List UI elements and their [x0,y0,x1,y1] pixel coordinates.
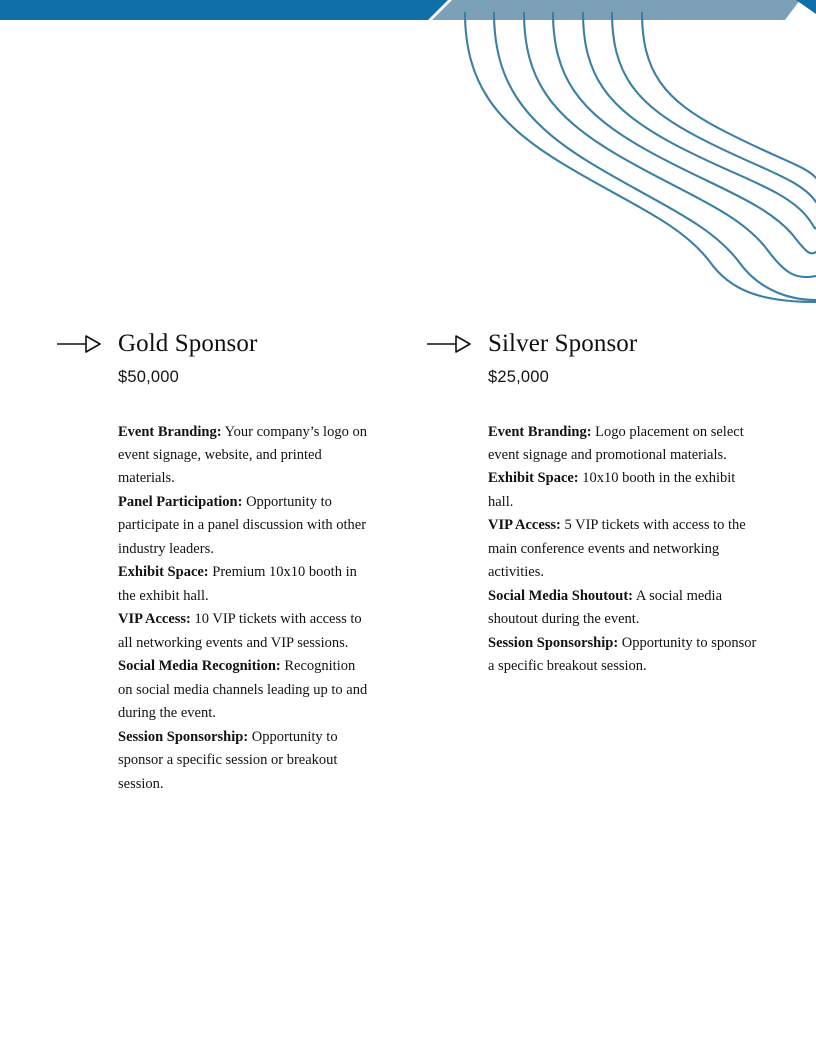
tier-card-silver [420,330,816,679]
benefit-text: Opportunity to participate in a panel discussion with other industry leaders. [118,493,367,557]
arrow-right-icon [426,333,472,355]
wave-line-3 [524,12,816,277]
benefit-text: Recognition on social media channels leading up to and during the event. [118,658,368,722]
arrow-right-icon [56,333,102,355]
benefit-item [118,608,370,655]
benefit-label: Event Branding: [118,423,222,440]
benefit-text: Logo placement on select event signage and promotional materials. [488,423,744,463]
tier-card-gold [0,330,420,796]
benefit-text: Opportunity to sponsor a specific breakout session. [488,634,757,675]
wave-line-2 [494,12,816,300]
benefit-label: VIP Access: [118,611,191,628]
benefit-item [488,514,764,584]
tier-price-gold: $50,000 [118,367,180,386]
wave-lines-graphic [440,12,816,312]
benefit-label: Session Sponsorship: [118,728,249,745]
tier-title-gold: Gold Sponsor [118,330,258,357]
tier-heading-gold [56,330,420,358]
benefit-item [118,726,370,796]
benefit-item [118,421,370,491]
slate-parallelogram [432,0,800,20]
benefit-label: Social Media Shoutout: [488,587,634,604]
benefit-item [488,632,764,679]
wave-line-7 [642,12,816,178]
wave-line-1 [465,12,816,302]
tier-title-silver: Silver Sponsor [488,330,638,357]
benefit-list-silver [488,421,764,679]
benefit-item [118,655,370,725]
benefit-item [488,421,764,468]
dark-blue-bar [0,0,448,20]
wave-line-6 [612,12,816,202]
benefit-item [118,491,370,561]
wave-line-4 [553,12,816,253]
benefit-label: Event Branding: [488,423,592,440]
tier-price-silver: $25,000 [488,367,550,386]
benefit-text: Opportunity to sponsor a specific session or breakout session. [118,728,338,792]
benefit-text: A social media shoutout during the event. [488,587,723,628]
benefit-label: Panel Participation: [118,493,243,510]
benefit-text: Premium 10x10 booth in the exhibit hall. [118,564,357,604]
benefit-label: VIP Access: [488,517,561,534]
benefit-text: 10x10 booth in the exhibit hall. [488,470,736,510]
benefit-label: Social Media Recognition: [118,658,281,675]
benefit-list-gold [118,421,370,797]
benefit-text: Your company’s logo on event signage, website, and printed materials. [118,423,367,487]
page-header-band [0,0,816,20]
dark-blue-corner-triangle [796,0,816,14]
benefit-item [488,467,764,514]
tier-heading-silver [426,330,816,358]
wave-line-5 [583,12,816,229]
benefit-text: 10 VIP tickets with access to all networking events and VIP sessions. [118,611,362,651]
benefit-label: Session Sponsorship: [488,634,619,651]
benefit-label: Exhibit Space: [118,564,209,581]
benefit-text: 5 VIP tickets with access to the main conference events and networking activities. [488,517,746,581]
benefit-item [488,585,764,632]
benefit-label: Exhibit Space: [488,470,579,487]
benefit-item [118,561,370,608]
sponsor-tiers-container [0,330,816,796]
